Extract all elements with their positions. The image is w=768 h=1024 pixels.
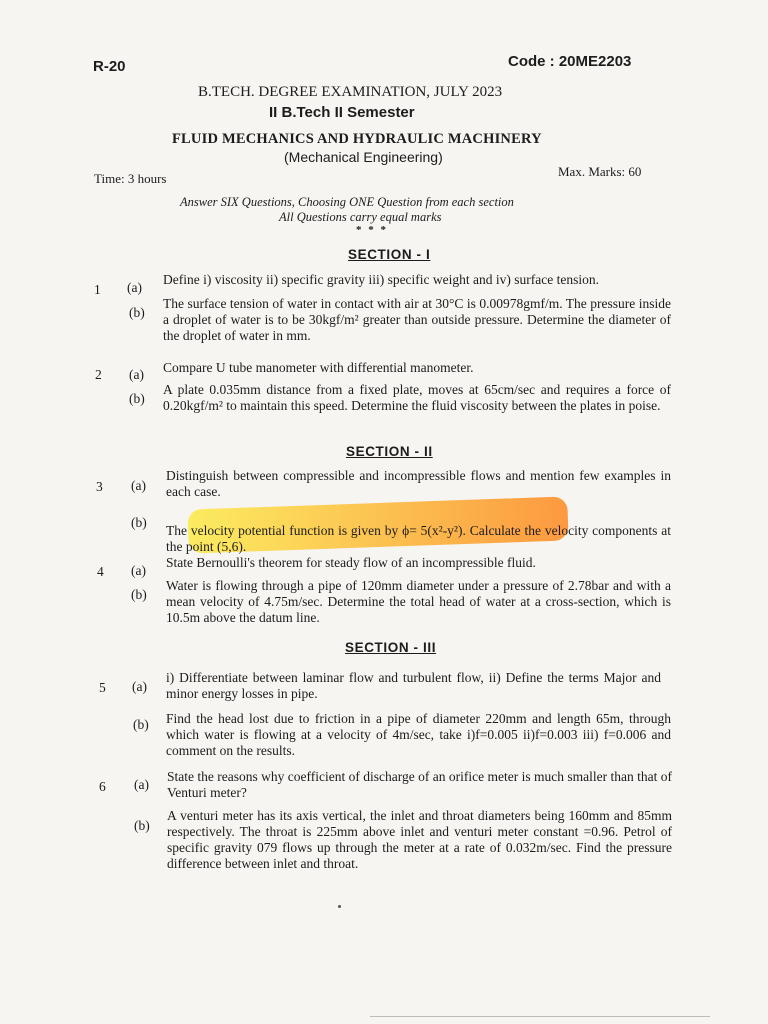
part-label: (a) — [132, 679, 147, 694]
regulation-label: R-20 — [93, 58, 126, 75]
part-label: (b) — [134, 818, 150, 833]
part-label: (b) — [129, 391, 145, 406]
question-number: 5 — [99, 680, 106, 695]
part-label: (b) — [133, 717, 149, 732]
question-text: Distinguish between compressible and incompressible flows and mention few examples in each case. — [166, 468, 671, 499]
exam-title: B.TECH. DEGREE EXAMINATION, JULY 2023 — [198, 84, 503, 100]
part-label: (a) — [131, 563, 146, 578]
subject-title: FLUID MECHANICS AND HYDRAULIC MACHINERY — [172, 131, 542, 147]
question-number: 4 — [97, 564, 104, 579]
question-text: Define i) viscosity ii) specific gravity iii) specific weight and iv) surface tension. — [163, 272, 599, 287]
instruction-line-2: All Questions carry equal marks — [279, 210, 442, 224]
time-label: Time: 3 hours — [94, 171, 167, 186]
question-text: A plate 0.035mm distance from a fixed plate, moves at 65cm/sec and requires a force of 0.20kgf/m² to maintain this speed. Determine the fluid viscosity between the plates in poise. — [163, 382, 671, 413]
part-label: (a) — [127, 280, 142, 295]
question-text: i) Differentiate between laminar flow and turbulent flow, ii) Define the terms Major and minor energy losses in pipe. — [166, 670, 661, 701]
question-text: State the reasons why coefficient of discharge of an orifice meter is much smaller than that of Venturi meter? — [167, 769, 672, 800]
separator-stars: * * * — [356, 224, 388, 236]
question-text: Compare U tube manometer with differential manometer. — [163, 360, 474, 375]
course-code: Code : 20ME2203 — [508, 53, 632, 70]
question-text: A venturi meter has its axis vertical, the inlet and throat diameters being 160mm and 85mm respectively. The throat is 225mm above inlet and venturi meter constant =0.96. Petrol of specific gravity 079 flows up through the meter at a rate of 0.032m/sec. Find the pressure difference between inlet and throat. — [167, 808, 672, 871]
question-number: 3 — [96, 479, 103, 494]
page-edge-line — [370, 1016, 710, 1017]
semester-title: II B.Tech II Semester — [269, 104, 415, 121]
section-title: SECTION - III — [345, 640, 437, 655]
question-text: Water is flowing through a pipe of 120mm diameter under a pressure of 2.78bar and with a mean velocity of 4.75m/sec. Determine the total head of water at a cross-section, which is 10.5m above the datum line. — [166, 578, 671, 625]
part-label: (a) — [129, 367, 144, 382]
section-title: SECTION - I — [348, 247, 431, 262]
branch-title: (Mechanical Engineering) — [284, 149, 443, 165]
question-number: 2 — [95, 367, 102, 382]
part-label: (b) — [131, 515, 147, 530]
max-marks-label: Max. Marks: 60 — [558, 164, 642, 179]
ink-dot — [338, 905, 341, 908]
question-text: The surface tension of water in contact with air at 30°C is 0.00978gmf/m. The pressure inside a droplet of water is to be 30kgf/m² greater than outside pressure. Determine the diameter of the droplet of water in mm. — [163, 296, 671, 343]
part-label: (a) — [134, 777, 149, 792]
question-text: The velocity potential function is given by ϕ= 5(x²-y²). Calculate the velocity components at the point (5,6). — [166, 523, 671, 554]
part-label: (a) — [131, 478, 146, 493]
part-label: (b) — [131, 587, 147, 602]
section-title: SECTION - II — [346, 444, 433, 459]
instruction-line-1: Answer SIX Questions, Choosing ONE Question from each section — [180, 195, 514, 209]
question-number: 6 — [99, 779, 106, 794]
question-text: Find the head lost due to friction in a pipe of diameter 220mm and length 65m, through which water is flowing at a velocity of 4m/sec, take i)f=0.005 ii)f=0.003 iii) f=0.006 and comment on the results. — [166, 711, 671, 758]
question-number: 1 — [94, 282, 101, 297]
question-text: State Bernoulli's theorem for steady flow of an incompressible fluid. — [166, 555, 536, 570]
part-label: (b) — [129, 305, 145, 320]
